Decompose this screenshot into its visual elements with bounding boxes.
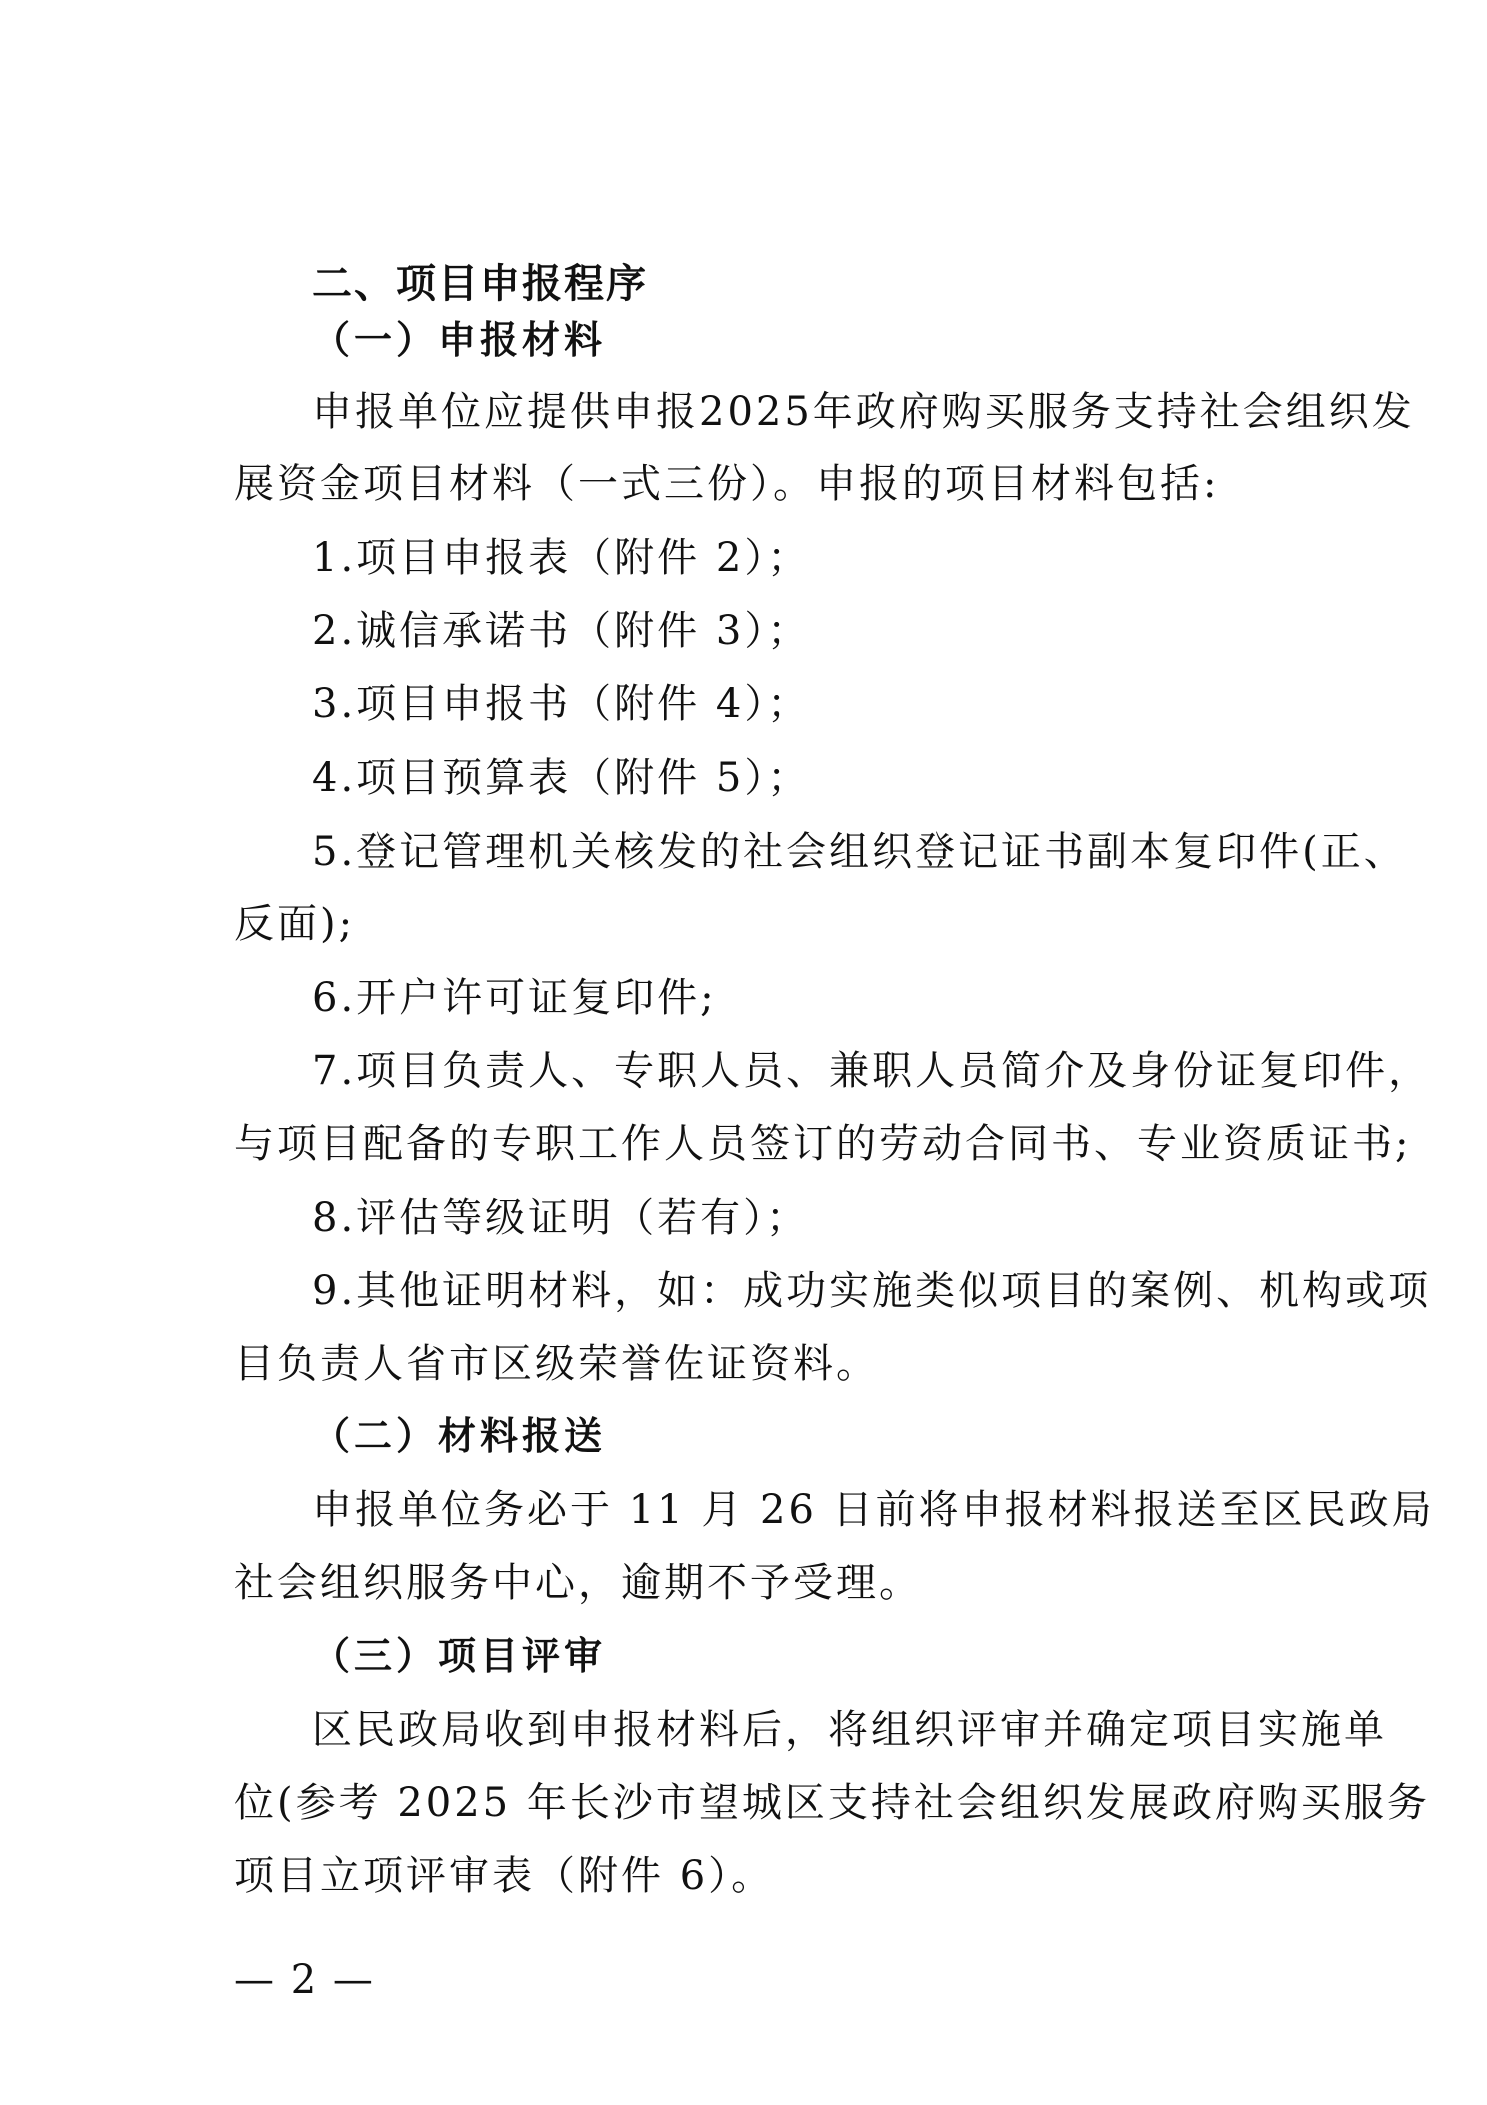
section-title: 二、项目申报程序: [312, 261, 648, 307]
list-item-continuation: 与项目配备的专职工作人员签订的劳动合同书、专业资质证书;: [234, 1121, 1412, 1167]
subsection-title-materials: （一）申报材料: [312, 318, 607, 362]
list-item: 9.其他证明材料，如：成功实施类似项目的案例、机构或项: [312, 1268, 1432, 1314]
list-item: 3.项目申报书（附件 4）；: [312, 681, 811, 727]
paragraph-line: 位(参考 2025 年长沙市望城区支持社会组织发展政府购买服务: [234, 1780, 1430, 1826]
list-item: 6.开户许可证复印件;: [312, 975, 717, 1021]
list-item: 7.项目负责人、专职人员、兼职人员简介及身份证复印件，: [312, 1048, 1432, 1094]
list-item: 4.项目预算表（附件 5）；: [312, 755, 811, 801]
paragraph-line: 项目立项评审表（附件 6）。: [234, 1853, 775, 1899]
subsection-title-review: （三）项目评审: [312, 1634, 607, 1678]
page-number: — 2 —: [234, 1957, 375, 2003]
list-item-continuation: 目负责人省市区级荣誉佐证资料。: [234, 1341, 879, 1387]
list-item-continuation: 反面);: [234, 901, 356, 947]
subsection-title-submission: （二）材料报送: [312, 1414, 607, 1458]
paragraph-line: 社会组织服务中心，逾期不予受理。: [234, 1560, 922, 1606]
paragraph-line: 申报单位务必于 11 月 26 日前将申报材料报送至区民政局: [312, 1487, 1435, 1533]
paragraph-line: 区民政局收到申报材料后，将组织评审并确定项目实施单: [312, 1707, 1387, 1753]
paragraph-line: 申报单位应提供申报2025年政府购买服务支持社会组织发: [312, 389, 1415, 435]
list-item: 5.登记管理机关核发的社会组织登记证书副本复印件(正、: [312, 829, 1407, 875]
paragraph-line: 展资金项目材料（一式三份）。申报的项目材料包括:: [234, 461, 1220, 507]
list-item: 2.诚信承诺书（附件 3）；: [312, 608, 811, 654]
list-item: 8.评估等级证明（若有）；: [312, 1195, 810, 1241]
list-item: 1.项目申报表（附件 2）；: [312, 535, 811, 581]
